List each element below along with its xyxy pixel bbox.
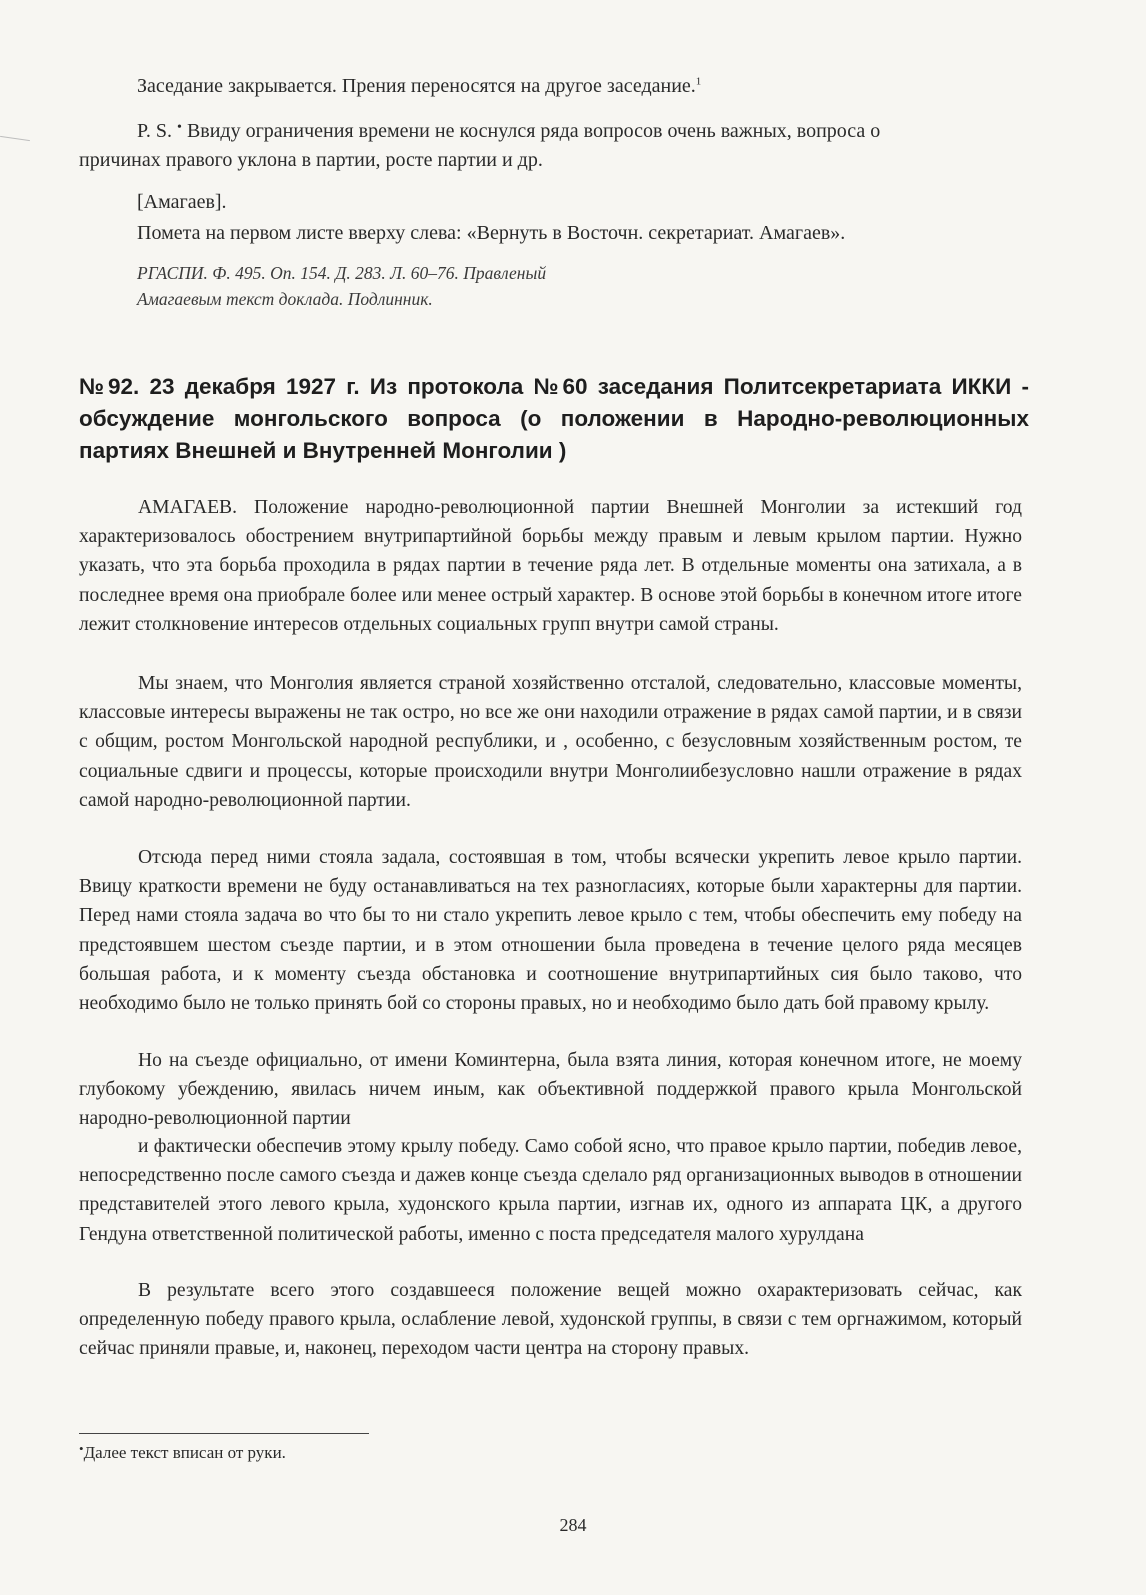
paragraph-5: и фактически обеспечив этому крылу победу. Само собой ясно, что правое крыло партии, победив левое, непосредственно после самого съезда и дажев конце съезда сделало ряд организационных выводов в отношении представителей этого левого крыла, худонского крыла партии, изгнав их, одного из аппарата ЦК, а другого Гендуна ответственной политической работы, именно с поста председателя малого хурулдана [79,1136,1022,1245]
paragraph-1: АМАГАЕВ. Положение народно-революционной партии Внешней Монголии за истекший год характеризовалось обострением внутрипартийной борьбы между правым и левым крылом партии. Нужно указать, что эта борьба проходила в рядах партии в течение ряда лет. В отдельные моменты она затихала, а в последнее время она приобрале более или менее острый характер. В основе этой борьбы в конечном итоге итоге лежит столкновение интересов отдельных социальных групп внутри самой страны. [79,497,1022,635]
signature: [Амагаев]. [137,191,227,213]
source-reference-line-2: Амагаевым текст доклада. Подлинник. [137,289,433,309]
archive-note: Помета на первом листе вверху слева: «Вернуть в Восточн. секретариат. Амагаев». [137,222,846,244]
footnote [79,1441,286,1466]
source-reference-line-1: РГАСПИ. Ф. 495. Оп. 154. Д. 283. Л. 60–76. Правленый [137,263,547,283]
footnote-divider [79,1433,369,1434]
paragraph-6: В результате всего этого создавшееся положение вещей можно охарактеризовать сейчас, как определенную победу правого крыла, ослабление левой, худонской группы, в связи с тем оргнажимом, который сейчас приняли правые, и, наконец, переходом части центра на сторону правых. [79,1280,1022,1360]
postscript-line-2: причинах правого уклона в партии, росте партии и др. [79,149,543,171]
scan-artifact [0,136,30,141]
meeting-closing-line: Заседание закрывается. Прения переносятся на другое заседание.$^1$ [137,75,702,97]
document-heading: №92. 23 декабря 1927 г. Из протокола №60 заседания Политсекретариата ИККИ - обсуждение монгольского вопроса (о положении в Народно-революционных партиях Внешней и Внутренней Монголии ) [79,374,1029,463]
paragraph-3: Отсюда перед ними стояла задала, состоявшая в том, чтобы всячески укрепить левое крыло партии. Ввицу краткости времени не буду останавливаться на тех разногласиях, которые были характерны для партии. Перед нами стояла задача во что бы то ни стало укрепить левое крыло с тем, чтобы обеспечить ему победу на предстоявшем шестом съезде партии, и в этом отношении была проведена в течение целого ряда месяцев большая работа, и к моменту съезда обстановка и соотношение внутрипартийных сия было таково, что необходимо было не только принять бой со стороны правых, но и необходимо было дать бой правому крылу. [79,847,1022,1015]
footnote-text: Далее текст вписан от руки. [83,1443,286,1462]
postscript-label: P. S. [137,120,173,142]
paragraph-2: Мы знаем, что Монголия является страной хозяйственно отсталой, следовательно, классовые моменты, классовые интересы выражены не так остро, но все же они находили отражение в рядах самой партии, и в связи с общим, ростом Монгольской народной республики, и , особенно, с безусловным хозяйственным ростом, те социальные сдвиги и процессы, которые происходили внутри Монголиибезусловно нашли отражение в рядах самой народно-революционной партии. [79,673,1022,811]
footnote-marker: • [79,1441,84,1456]
footnote-ref-1: 1 [695,75,702,88]
footnote-bullet-marker: • [177,120,182,135]
page-number: 284 [559,1515,587,1535]
paragraph-4: Но на съезде официально, от имени Коминтерна, была взята линия, которая конечном итоге, не моему глубокому убеждению, явилась ничем иным, как объективной поддержкой правого крыла Монгольской народно-революционной партии [79,1050,1022,1130]
postscript-line-1: P. S. • Ввиду ограничения времени не коснулся ряда вопросов очень важных, вопроса о [137,120,881,142]
